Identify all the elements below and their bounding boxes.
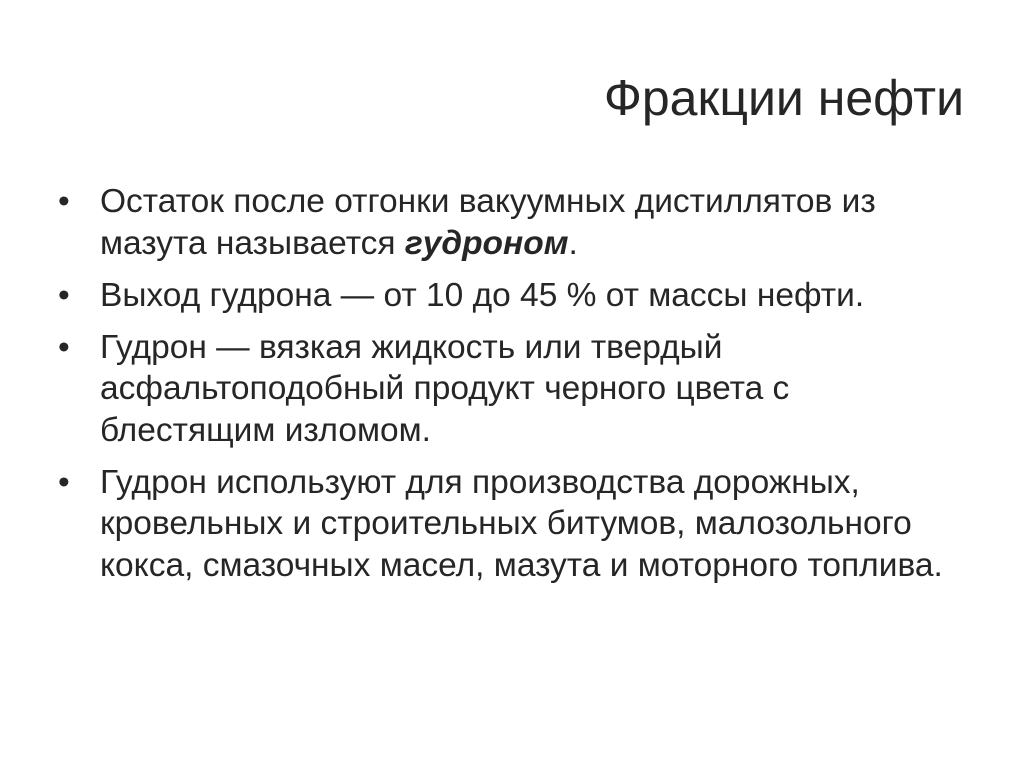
bullet-marker: •: [58, 463, 70, 501]
bullet-item: [58, 462, 958, 587]
bullet-text: Выход гудрона — от 10 до 45 % от массы нефти.: [100, 276, 865, 314]
bullet-marker: •: [58, 328, 70, 366]
bullet-item: [58, 327, 958, 452]
bullet-text: [100, 183, 876, 262]
slide-title: Фракции нефти: [603, 70, 964, 126]
bullet-text-emphasis: гудроном: [404, 224, 569, 262]
bullet-item: [58, 181, 958, 264]
bullet-text-tail: .: [568, 224, 578, 262]
bullet-text-main: Остаток после отгонки вакуумных дистиллятов из мазута называется: [100, 183, 876, 262]
bullet-item: [58, 275, 958, 317]
bullet-marker: •: [58, 276, 70, 314]
bullet-text: Гудрон используют для производства дорожных, кровельных и строительных битумов, малозольного кокса, смазочных масел, мазута и моторного топлива.: [100, 463, 943, 584]
bullet-list: [58, 181, 958, 597]
bullet-marker: •: [58, 183, 70, 220]
bullet-text: Гудрон — вязкая жидкость или твердый асфальтоподобный продукт черного цвета с блестящим изломом.: [100, 328, 790, 449]
